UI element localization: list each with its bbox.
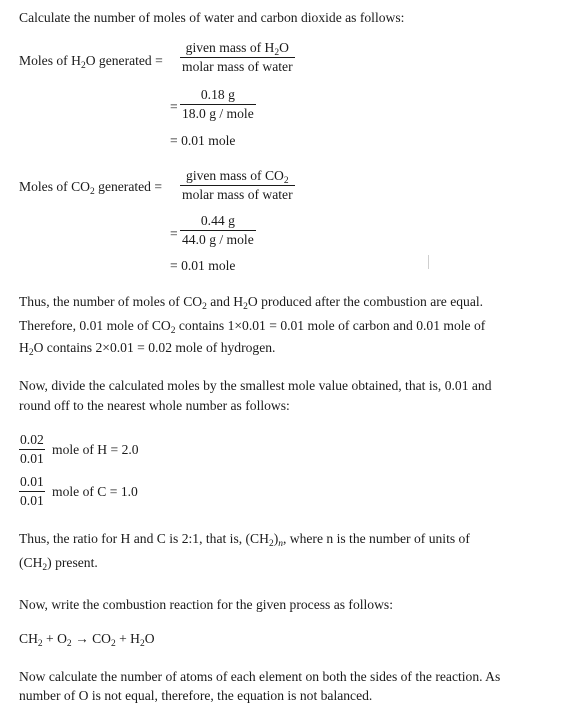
water-result: = 0.01 mole [170,133,236,148]
co2-value-numerator: 0.44 g [180,213,256,231]
ratio-c-fraction [19,474,45,510]
ratio-h-denominator: 0.01 [20,451,44,467]
para5-line2: number of O is not equal, therefore, the equation is not balanced. [19,688,373,703]
ratio-h-text: mole of H = 2.0 [52,442,139,457]
co2-formula-denominator: molar mass of water [182,187,293,203]
text-cursor [428,255,429,269]
para2-line2: round off to the nearest whole number as follows: [19,398,290,413]
para2-line1: Now, divide the calculated moles by the smallest mole value obtained, that is, 0.01 and [19,378,492,393]
combustion-reaction: $CH_2 + O_2 \to CO_2 + H_2O$ [19,631,155,649]
para1-line2: Therefore, 0.01 mole of $CO_2$ contains 1×0.01 = 0.01 mole of carbon and 0.01 mole of [19,318,486,336]
water-value-numerator: 0.18 g [180,87,256,105]
water-value-denominator: 18.0 g / mole [182,106,254,122]
para5-line1: Now calculate the number of atoms of each element on both the sides of the reaction. As [19,669,501,684]
co2-formula-numerator: given mass of $CO_2$ [180,168,295,186]
intro-text: Calculate the number of moles of water and carbon dioxide as follows: [19,10,405,25]
co2-equals-sign: = [170,226,178,241]
ratio-c-numerator: 0.01 [19,474,45,492]
water-value-fraction [180,87,256,123]
co2-value-fraction [180,213,256,249]
water-equals-sign: = [170,99,178,114]
para1-line3: $H_2O$ contains 2×0.01 = 0.02 mole of hydrogen. [19,340,276,358]
co2-formula-fraction [180,168,295,204]
water-formula-numerator: given mass of $H_2O$ [180,40,295,58]
co2-moles-label: Moles of $CO_2$ generated = [19,179,163,197]
para4-text: Now, write the combustion reaction for the given process as follows: [19,597,393,612]
ratio-h-fraction [19,432,45,468]
ratio-h-numerator: 0.02 [19,432,45,450]
water-formula-fraction [180,40,295,76]
water-moles-label: Moles of $H_2O$ generated = [19,53,163,71]
co2-value-denominator: 44.0 g / mole [182,232,254,248]
ratio-c-denominator: 0.01 [20,493,44,509]
para3-line2: $(CH_2)$ present. [19,555,98,573]
ratio-c-text: mole of C = 1.0 [52,484,138,499]
co2-result: = 0.01 mole [170,258,236,273]
water-formula-denominator: molar mass of water [182,59,293,75]
para3-line1: Thus, the ratio for H and C is 2:1, that is, $(CH_2)_n$, where n is the number of units of [19,531,470,549]
para1-line1: Thus, the number of moles of $CO_2$ and $H_2O$ produced after the combustion are equal. [19,294,484,312]
